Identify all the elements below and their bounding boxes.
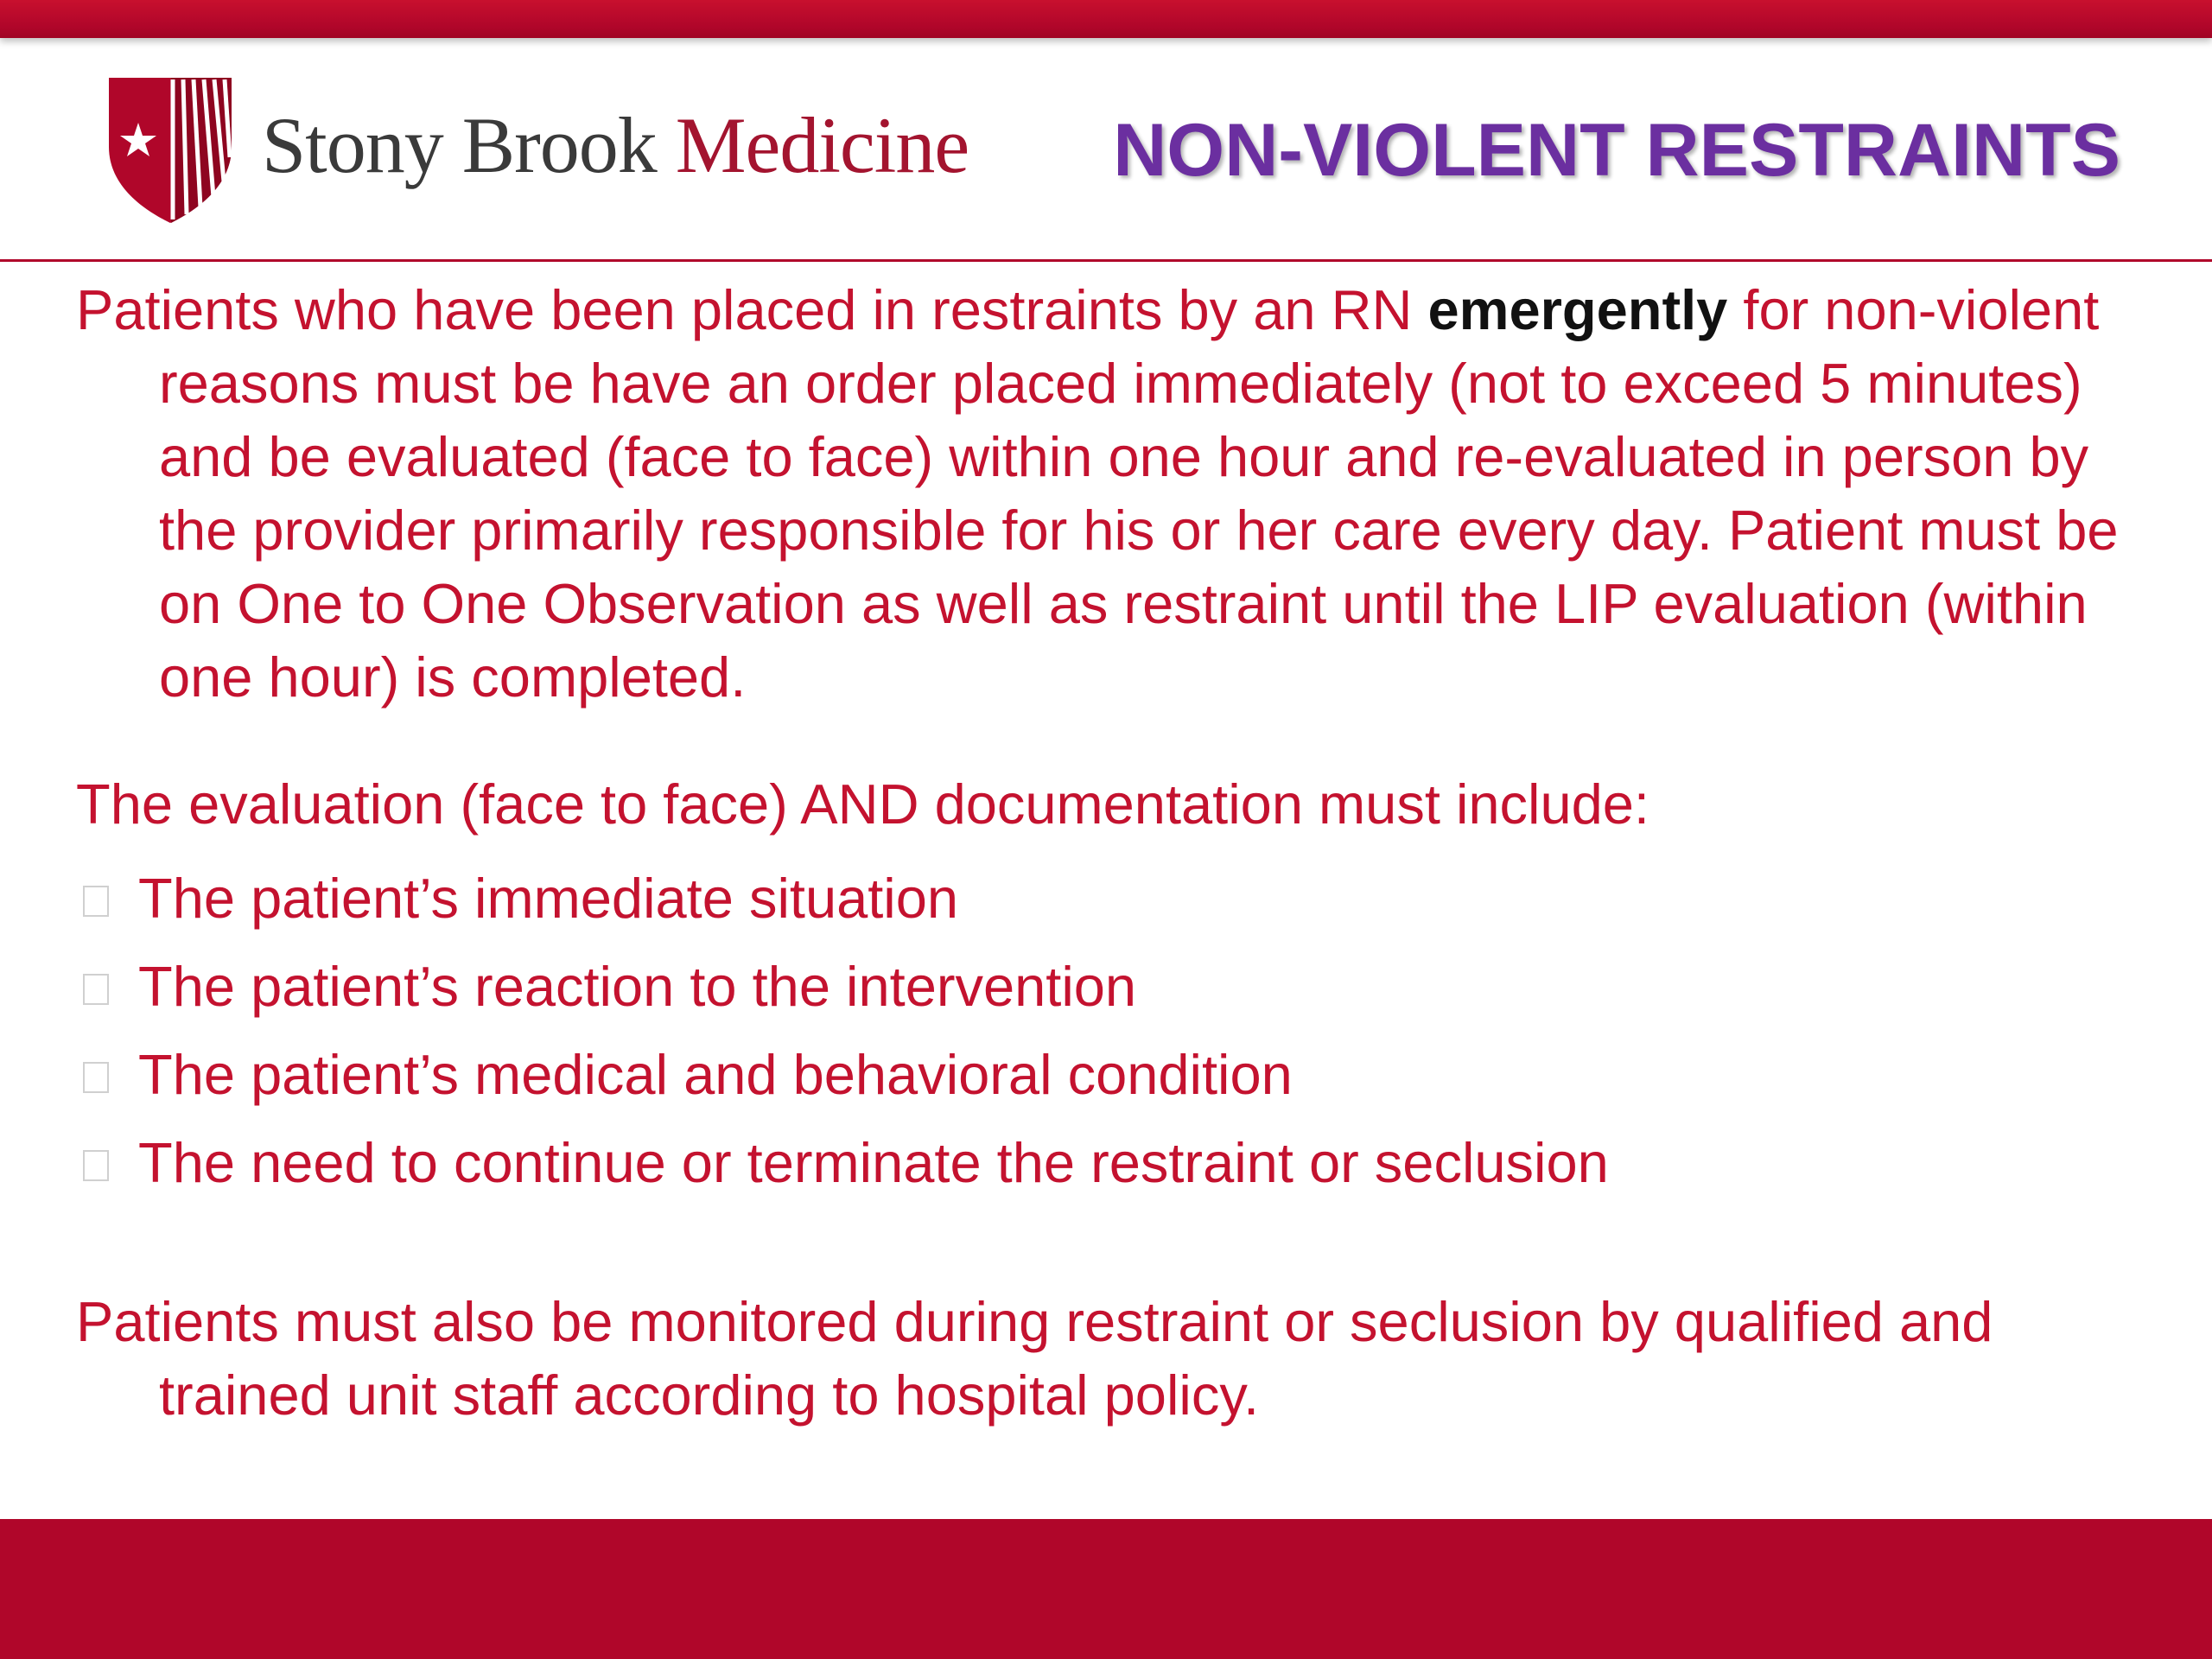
paragraph-1-rest: for non-violent reasons must be have an order placed immediately (not to exceed 5 minutes) and be evaluated (face to face) within one hour and re-evaluated in person by the provider primarily responsible for his or her care every day. Patient must be on One to One Observation as well as restraint until the LIP evaluation (within one hour) is completed. (159, 278, 2119, 709)
stony-brook-logo (104, 71, 968, 235)
bullet-box-icon (83, 1062, 109, 1093)
list-item-text: The patient’s reaction to the intervention (138, 955, 1137, 1018)
brand-name (262, 102, 969, 188)
list-item (76, 943, 2150, 1031)
paragraph-1-lead: Patients who have been placed in restraints by an RN (76, 278, 1428, 341)
slide-body (76, 273, 2150, 1432)
bullet-box-icon (83, 1150, 109, 1181)
slide-header (0, 38, 2212, 259)
slide-title: NON-VIOLENT RESTRAINTS (1113, 109, 2120, 192)
bottom-banner-bar (0, 1519, 2212, 1659)
list-item (76, 855, 2150, 943)
shield-star-logo-icon (104, 71, 238, 226)
list-item (76, 1031, 2150, 1119)
bullet-box-icon (83, 974, 109, 1005)
list-item (76, 1119, 2150, 1207)
list-item-text: The patient’s immediate situation (138, 867, 959, 930)
emphasis-emergently: emergently (1427, 278, 1728, 341)
header-divider (0, 259, 2212, 262)
paragraph-emergent-restraints (76, 273, 2150, 714)
list-item-text: The patient’s medical and behavioral condition (138, 1043, 1293, 1106)
list-item-text: The need to continue or terminate the restraint or seclusion (138, 1131, 1609, 1194)
paragraph-evaluation-intro: The evaluation (face to face) AND documentation must include: (76, 772, 1649, 836)
brand-name-medicine: Medicine (675, 101, 969, 189)
evaluation-requirements-list (76, 855, 2150, 1207)
paragraph-monitoring: Patients must also be monitored during restraint or seclusion by qualified and trained unit staff according to hospital policy. (76, 1290, 1993, 1427)
bullet-box-icon (83, 886, 109, 917)
top-banner-bar (0, 0, 2212, 38)
brand-name-stony-brook: Stony Brook (262, 101, 657, 189)
